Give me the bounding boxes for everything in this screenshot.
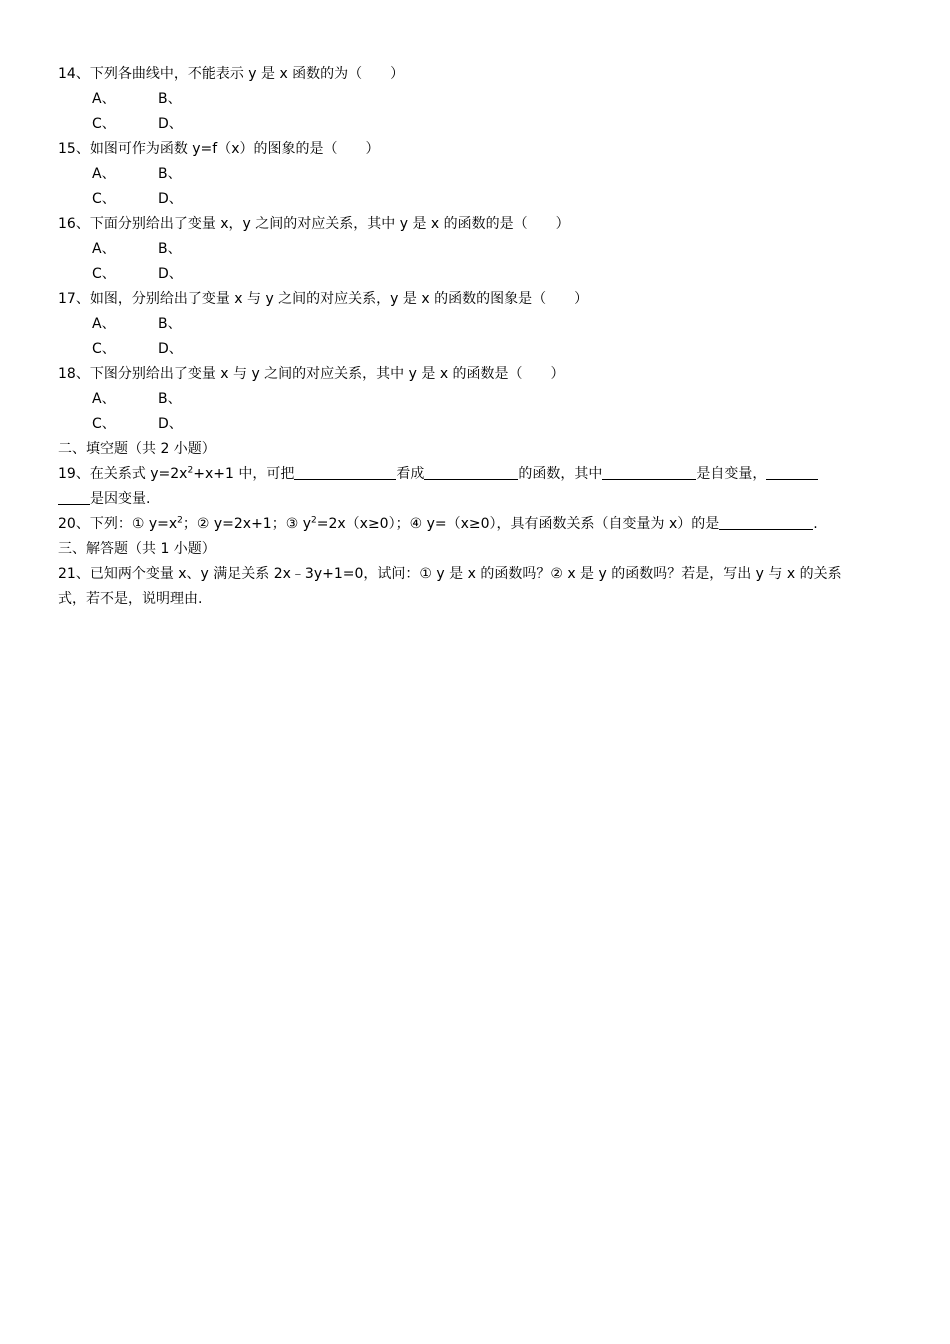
section-heading-answer: 三、解答题（共 1 小题） xyxy=(58,541,216,557)
question-21-line1: 21、已知两个变量 x、y 满足关系 2x﹣3y+1=0，试问：① y 是 x 的函数吗？② x 是 y 的函数吗？若是，写出 y 与 x 的关系 xyxy=(58,566,842,582)
question-21-line2: 式，若不是，说明理由. xyxy=(58,591,203,607)
option-a-label: A、 xyxy=(92,166,116,182)
q19-exponent: 2 xyxy=(187,465,194,476)
question-18-options-cd xyxy=(58,412,894,437)
question-19-line2 xyxy=(58,487,894,512)
q19-text-4: 的函数，其中 xyxy=(518,466,603,482)
answer-blank-2[interactable] xyxy=(424,463,518,480)
question-16-options-cd xyxy=(58,262,894,287)
option-b-label: B、 xyxy=(158,241,182,257)
answer-blank-1[interactable] xyxy=(294,463,396,480)
q20-exponent-1: 2 xyxy=(177,515,183,526)
q20-text-1: 20、下列：① y=x xyxy=(58,516,178,532)
option-d-label: D、 xyxy=(158,266,183,282)
option-b-label: B、 xyxy=(158,166,182,182)
question-14-stem: 14、下列各曲线中，不能表示 y 是 x 函数的为（ ） xyxy=(58,66,405,82)
option-b-label: B、 xyxy=(158,391,182,407)
q19-text-6: 是因变量. xyxy=(90,491,151,507)
question-16-options-ab xyxy=(58,237,894,262)
answer-blank-4-continued[interactable] xyxy=(58,488,90,505)
q20-exponent-2: 2 xyxy=(311,515,317,526)
q19-text-2: +x+1 中，可把 xyxy=(193,466,295,482)
option-d-label: D、 xyxy=(158,116,183,132)
q20-text-4: . xyxy=(813,516,818,532)
section-heading-fill-in: 二、填空题（共 2 小题） xyxy=(58,441,216,457)
q19-text-5: 是自变量， xyxy=(696,466,767,482)
option-c-label: C、 xyxy=(92,191,116,207)
option-d-label: D、 xyxy=(158,416,183,432)
document-page xyxy=(58,62,894,612)
q19-text-3: 看成 xyxy=(396,466,425,482)
option-b-label: B、 xyxy=(158,91,182,107)
option-a-label: A、 xyxy=(92,241,116,257)
question-17-options-cd xyxy=(58,337,894,362)
option-b-label: B、 xyxy=(158,316,182,332)
question-18-stem: 18、下图分别给出了变量 x 与 y 之间的对应关系，其中 y 是 x 的函数是（ ） xyxy=(58,366,565,382)
question-19-line1 xyxy=(58,462,894,487)
question-15-options-cd xyxy=(58,187,894,212)
question-14-options-ab xyxy=(58,87,894,112)
question-17-stem: 17、如图，分别给出了变量 x 与 y 之间的对应关系，y 是 x 的函数的图象是（ ） xyxy=(58,291,589,307)
question-18-options-ab xyxy=(58,387,894,412)
option-d-label: D、 xyxy=(158,341,183,357)
q20-text-3: =2x（x≥0）；④ y=（x≥0），具有函数关系（自变量为 x）的是 xyxy=(316,516,720,532)
question-17-options-ab xyxy=(58,312,894,337)
answer-blank-5[interactable] xyxy=(719,513,813,530)
option-a-label: A、 xyxy=(92,391,116,407)
option-c-label: C、 xyxy=(92,266,116,282)
option-c-label: C、 xyxy=(92,341,116,357)
question-15-options-ab xyxy=(58,162,894,187)
option-a-label: A、 xyxy=(92,91,116,107)
option-a-label: A、 xyxy=(92,316,116,332)
q20-text-2: ；② y=2x+1；③ y xyxy=(182,516,311,532)
question-15-stem: 15、如图可作为函数 y=f（x）的图象的是（ ） xyxy=(58,141,380,157)
question-20 xyxy=(58,512,894,537)
option-d-label: D、 xyxy=(158,191,183,207)
q19-text-1: 19、在关系式 y=2x xyxy=(58,466,188,482)
answer-blank-4[interactable] xyxy=(766,463,818,480)
option-c-label: C、 xyxy=(92,116,116,132)
answer-blank-3[interactable] xyxy=(602,463,696,480)
question-16-stem: 16、下面分别给出了变量 x，y 之间的对应关系，其中 y 是 x 的函数的是（ ） xyxy=(58,216,570,232)
option-c-label: C、 xyxy=(92,416,116,432)
question-14-options-cd xyxy=(58,112,894,137)
